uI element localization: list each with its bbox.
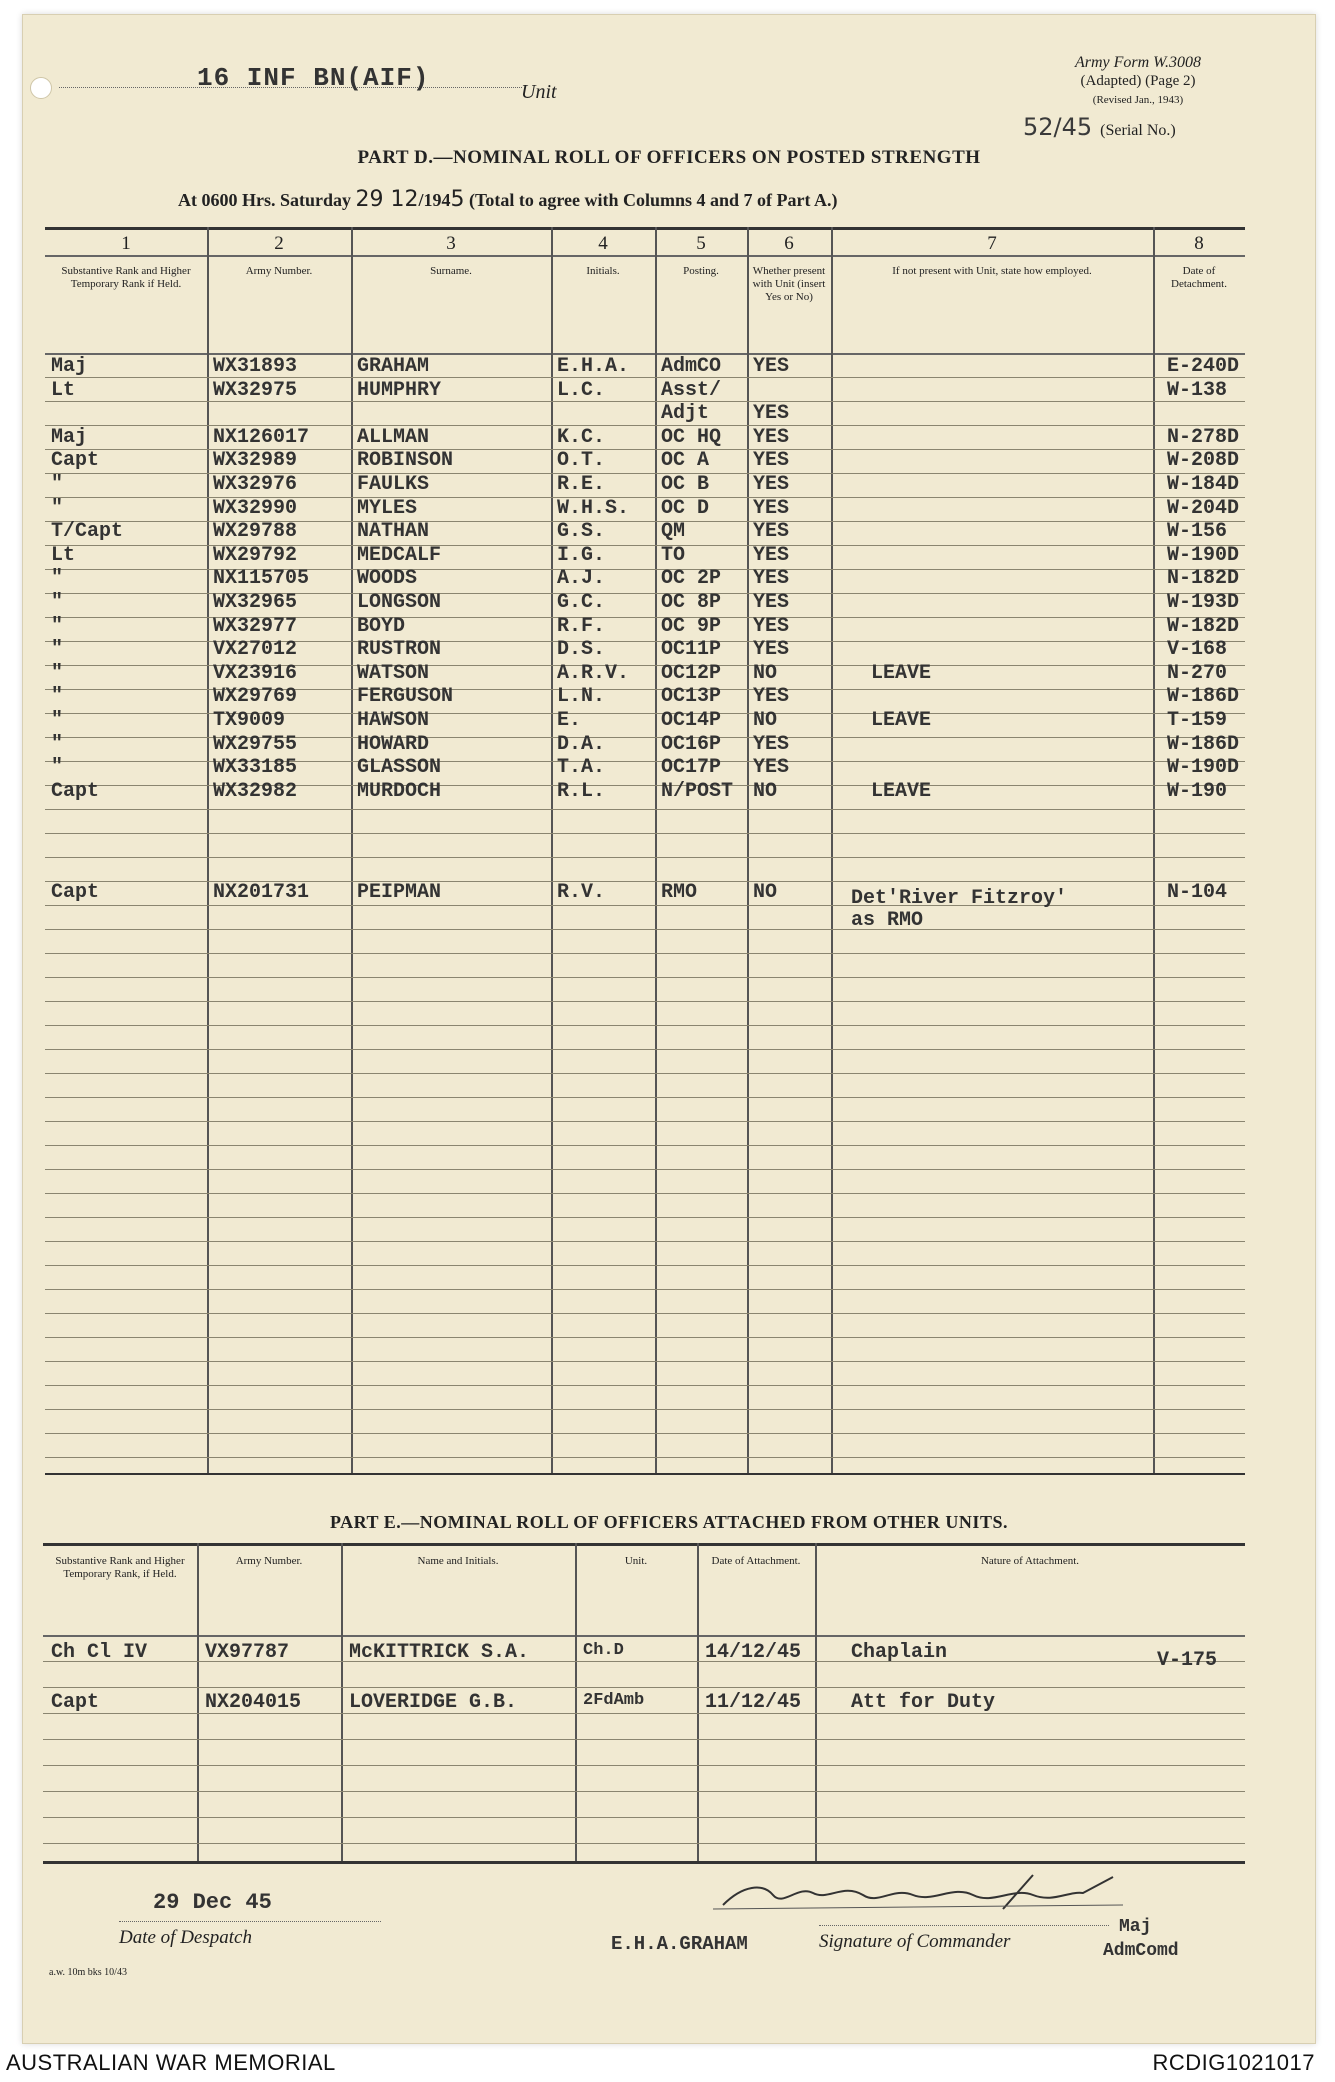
- table-cell-present: YES: [753, 732, 790, 756]
- table-cell-rank: Lt: [51, 543, 76, 567]
- table-cell-surname: RUSTRON: [357, 638, 442, 662]
- form-sheet: [22, 14, 1316, 2044]
- column-header: Whether present with Unit (insert Yes or No): [752, 265, 826, 303]
- column-number: 1: [121, 233, 131, 254]
- part-e-header-rule: [43, 1635, 1245, 1637]
- column-number: 8: [1194, 233, 1204, 254]
- table-row-rule: [45, 809, 1245, 810]
- table-cell-detach: E-240D: [1167, 355, 1240, 378]
- table-cell-present: YES: [753, 473, 790, 496]
- table-cell-present: YES: [753, 614, 790, 638]
- part-e-column-divider: [815, 1543, 817, 1861]
- commander-signature: [703, 1865, 1143, 1925]
- table-cell-posting: N/POST: [661, 779, 734, 803]
- table-cell-rank: ": [51, 661, 64, 685]
- table-cell-initials: G.S.: [557, 520, 606, 544]
- table-cell-initials: L.N.: [557, 685, 606, 709]
- table-cell-rank: ": [51, 567, 64, 591]
- serial-number: [1023, 113, 1176, 141]
- table-bottom-rule: [45, 1473, 1245, 1475]
- table-cell-initials: K.C.: [557, 425, 606, 449]
- column-divider: [551, 227, 553, 1473]
- table-cell-number: WX32976: [213, 473, 298, 496]
- table-cell-initials: G.C.: [557, 591, 606, 614]
- table-row-rule: [45, 857, 1245, 858]
- table-cell-initials: E.: [557, 709, 582, 732]
- table-cell-surname: FAULKS: [357, 473, 430, 496]
- column-header: Substantive Rank and Higher Temporary Rank if Held.: [61, 265, 191, 290]
- part-e-column-header: Name and Initials.: [417, 1555, 499, 1567]
- header-rule-1: [45, 255, 1245, 257]
- extra-row-surname: PEIPMAN: [357, 881, 442, 904]
- table-row-rule: [45, 1193, 1245, 1194]
- table-top-rule: [45, 227, 1245, 230]
- at-suffix: (Total to agree with Columns 4 and 7 of Part A.): [469, 190, 838, 210]
- table-cell-posting: AdmCO: [661, 355, 722, 378]
- table-cell-initials: R.F.: [557, 614, 606, 638]
- part-e-cell-rank: Capt: [51, 1691, 100, 1714]
- part-e-column-divider: [575, 1543, 577, 1861]
- table-cell-number: NX115705: [213, 567, 310, 591]
- part-e-row-rule: [43, 1739, 1245, 1740]
- table-cell-employed: LEAVE: [871, 779, 932, 803]
- column-number: 7: [987, 233, 997, 254]
- table-cell-present: NO: [753, 779, 778, 803]
- signature-line: [819, 1925, 1109, 1926]
- commander-rank: [1103, 1915, 1179, 1963]
- part-e-cell-name: McKITTRICK S.A.: [349, 1641, 530, 1664]
- table-row-rule: [45, 977, 1245, 978]
- column-number: 5: [696, 233, 706, 254]
- column-header: Initials.: [586, 265, 620, 277]
- table-cell-posting: OC 9P: [661, 614, 722, 638]
- table-cell-posting: OC11P: [661, 638, 722, 662]
- serial-label: (Serial No.): [1100, 122, 1176, 139]
- punch-hole: [30, 77, 52, 99]
- table-cell-detach: W-186D: [1167, 732, 1240, 756]
- part-e-bottom-rule: [43, 1861, 1245, 1864]
- table-cell-surname: MURDOCH: [357, 779, 442, 803]
- part-e-row-rule: [43, 1817, 1245, 1818]
- extra-row-employed-2: as RMO: [851, 909, 924, 932]
- column-number: 2: [274, 233, 284, 254]
- extra-row-number: NX201731: [213, 881, 310, 904]
- column-divider: [655, 227, 657, 1473]
- table-cell-surname: MEDCALF: [357, 543, 442, 567]
- table-row-rule: [45, 929, 1245, 930]
- table-cell-surname: BOYD: [357, 614, 406, 638]
- form-ref-line-2: (Adapted) (Page 2): [1080, 73, 1196, 89]
- extra-row-detach: N-104: [1167, 881, 1228, 904]
- archive-name: AUSTRALIAN WAR MEMORIAL: [6, 2050, 336, 2075]
- table-cell-number: WX32990: [213, 496, 298, 520]
- table-cell-posting: OC HQ: [661, 425, 722, 449]
- form-ref-line-3: (Revised Jan., 1943): [1092, 94, 1184, 106]
- table-cell-number: WX32982: [213, 779, 298, 803]
- table-row-rule: [45, 833, 1245, 834]
- part-e-column-header: Nature of Attachment.: [980, 1555, 1080, 1567]
- table-row-rule: [45, 1097, 1245, 1098]
- table-cell-posting: TO: [661, 543, 686, 567]
- table-row-rule: [45, 1337, 1245, 1338]
- part-e-column-header: Unit.: [624, 1555, 648, 1567]
- table-cell-number: NX126017: [213, 425, 310, 449]
- table-cell-posting: OC12P: [661, 661, 722, 685]
- table-cell-surname: GRAHAM: [357, 355, 430, 378]
- table-cell-surname: ROBINSON: [357, 449, 454, 473]
- table-cell-surname: GLASSON: [357, 756, 442, 780]
- table-cell-surname: LONGSON: [357, 591, 442, 614]
- catalogue-number: RCDIG1021017: [1152, 2050, 1315, 2075]
- table-cell-rank: Lt: [51, 378, 76, 402]
- table-cell-present: YES: [753, 591, 790, 614]
- table-cell-rank: ": [51, 591, 64, 614]
- year-digit: 5: [450, 187, 465, 212]
- table-cell-number: WX32975: [213, 378, 298, 402]
- print-code: a.w. 10m bks 10/43: [49, 1967, 127, 1978]
- table-row-rule: [45, 1025, 1245, 1026]
- table-cell-detach: W-190: [1167, 779, 1228, 803]
- table-cell-surname: FERGUSON: [357, 685, 454, 709]
- table-cell-detach: N-270: [1167, 661, 1228, 685]
- table-cell-posting: Adjt: [661, 402, 710, 426]
- part-e-cell-date: 11/12/45: [705, 1691, 802, 1714]
- table-cell-rank: ": [51, 638, 64, 662]
- table-cell-initials: D.A.: [557, 732, 606, 756]
- column-header: Surname.: [430, 265, 472, 277]
- table-cell-surname: WATSON: [357, 661, 430, 685]
- table-cell-present: YES: [753, 496, 790, 520]
- table-cell-posting: OC17P: [661, 756, 722, 780]
- part-e-row-rule: [43, 1791, 1245, 1792]
- table-cell-rank: T/Capt: [51, 520, 124, 544]
- table-cell-initials: A.R.V.: [557, 661, 630, 685]
- table-cell-detach: N-182D: [1167, 567, 1240, 591]
- unit-value: 16 INF BN(AIF): [197, 63, 430, 93]
- part-d-date-line: [178, 187, 838, 212]
- table-cell-number: WX29769: [213, 685, 298, 709]
- table-cell-initials: W.H.S.: [557, 496, 630, 520]
- table-cell-initials: A.J.: [557, 567, 606, 591]
- table-cell-rank: ": [51, 732, 64, 756]
- table-cell-initials: R.L.: [557, 779, 606, 803]
- at-prefix: At 0600 Hrs. Saturday: [178, 190, 352, 210]
- table-cell-surname: HAWSON: [357, 709, 430, 732]
- part-e-cell-rank: Ch Cl IV: [51, 1641, 148, 1664]
- table-cell-detach: W-182D: [1167, 614, 1240, 638]
- part-e-title: PART E.—NOMINAL ROLL OF OFFICERS ATTACHED FROM OTHER UNITS.: [330, 1512, 1008, 1532]
- part-e-top-rule: [43, 1543, 1245, 1546]
- table-cell-rank: ": [51, 614, 64, 638]
- part-e-row-rule: [43, 1765, 1245, 1766]
- part-e-cell-unit: Ch.D: [583, 1641, 624, 1660]
- table-cell-posting: QM: [661, 520, 686, 544]
- table-cell-surname: HOWARD: [357, 732, 430, 756]
- table-row-rule: [45, 1385, 1245, 1386]
- part-e-column-header: Substantive Rank and Higher Temporary Rank, if Held.: [55, 1555, 185, 1580]
- table-cell-detach: N-278D: [1167, 425, 1240, 449]
- table-cell-initials: L.C.: [557, 378, 606, 402]
- signature-label: Signature of Commander: [819, 1931, 1011, 1952]
- column-header: Date of Detachment.: [1171, 265, 1227, 290]
- table-cell-posting: OC 8P: [661, 591, 722, 614]
- part-e-cell-ref: V-175: [1157, 1649, 1218, 1672]
- table-cell-initials: R.E.: [557, 473, 606, 496]
- column-divider: [1153, 227, 1155, 1473]
- table-row-rule: [45, 1289, 1245, 1290]
- table-row-rule: [45, 1001, 1245, 1002]
- serial-value: 52/45: [1023, 113, 1093, 141]
- table-cell-detach: W-204D: [1167, 496, 1240, 520]
- table-cell-rank: Maj: [51, 355, 88, 378]
- table-cell-initials: E.H.A.: [557, 355, 630, 378]
- column-divider: [351, 227, 353, 1473]
- part-e-cell-nature: Att for Duty: [851, 1691, 996, 1714]
- table-cell-number: WX29792: [213, 543, 298, 567]
- table-cell-surname: WOODS: [357, 567, 418, 591]
- table-cell-number: WX29788: [213, 520, 298, 544]
- table-cell-rank: Capt: [51, 779, 100, 803]
- part-e-column-divider: [197, 1543, 199, 1861]
- column-divider: [831, 227, 833, 1473]
- extra-row-present: NO: [753, 881, 778, 904]
- column-header: Army Number.: [245, 265, 313, 277]
- table-cell-rank: ": [51, 496, 64, 520]
- part-d-title: PART D.—NOMINAL ROLL OF OFFICERS ON POSTED STRENGTH: [357, 147, 981, 168]
- despatch-label: Date of Despatch: [119, 1927, 252, 1948]
- table-row-rule: [45, 1361, 1245, 1362]
- table-cell-initials: T.A.: [557, 756, 606, 780]
- column-header: If not present with Unit, state how employed.: [892, 265, 1092, 277]
- table-cell-posting: OC 2P: [661, 567, 722, 591]
- table-cell-rank: ": [51, 709, 64, 732]
- table-cell-present: YES: [753, 449, 790, 473]
- table-cell-present: YES: [753, 543, 790, 567]
- despatch-date: 29 Dec 45: [153, 1890, 272, 1915]
- table-cell-detach: W-156: [1167, 520, 1228, 544]
- table-row-rule: [45, 1409, 1245, 1410]
- table-cell-detach: W-190D: [1167, 756, 1240, 780]
- part-e-cell-number: VX97787: [205, 1641, 290, 1664]
- column-number: 6: [784, 233, 794, 254]
- table-cell-employed: LEAVE: [871, 709, 932, 732]
- table-row-rule: [45, 1265, 1245, 1266]
- table-cell-rank: Maj: [51, 425, 88, 449]
- table-cell-present: YES: [753, 402, 790, 426]
- table-cell-number: WX31893: [213, 355, 298, 378]
- date-value: 29 12: [355, 187, 419, 212]
- form-ref-line-1: Army Form W.3008: [1074, 54, 1202, 71]
- column-number: 4: [598, 233, 608, 254]
- extra-row-initials: R.V.: [557, 881, 606, 904]
- commander-rank-line-1: Maj: [1119, 1917, 1152, 1937]
- table-cell-surname: HUMPHRY: [357, 378, 442, 402]
- part-e-row-rule: [43, 1843, 1245, 1844]
- extra-row-employed-1: Det'River Fitzroy': [851, 887, 1068, 910]
- table-cell-present: YES: [753, 685, 790, 709]
- form-reference: [1018, 53, 1258, 110]
- table-cell-number: VX23916: [213, 661, 298, 685]
- table-cell-posting: Asst/: [661, 378, 722, 402]
- table-cell-present: NO: [753, 709, 778, 732]
- table-cell-present: YES: [753, 756, 790, 780]
- despatch-line: [119, 1921, 381, 1922]
- table-row-rule: [45, 1145, 1245, 1146]
- table-cell-posting: OC13P: [661, 685, 722, 709]
- column-header: Posting.: [683, 265, 719, 277]
- table-cell-posting: OC16P: [661, 732, 722, 756]
- table-cell-rank: ": [51, 756, 64, 780]
- table-cell-surname: ALLMAN: [357, 425, 430, 449]
- table-cell-rank: Capt: [51, 449, 100, 473]
- table-cell-detach: V-168: [1167, 638, 1228, 662]
- extra-row-posting: RMO: [661, 881, 698, 904]
- table-cell-present: NO: [753, 661, 778, 685]
- part-e-cell-name: LOVERIDGE G.B.: [349, 1691, 518, 1714]
- table-cell-number: TX9009: [213, 709, 286, 732]
- table-cell-detach: W-193D: [1167, 591, 1240, 614]
- table-cell-employed: LEAVE: [871, 661, 932, 685]
- table-row-rule: [45, 953, 1245, 954]
- table-cell-initials: D.S.: [557, 638, 606, 662]
- table-row-rule: [45, 1313, 1245, 1314]
- table-cell-detach: W-208D: [1167, 449, 1240, 473]
- table-cell-detach: W-186D: [1167, 685, 1240, 709]
- unit-label: Unit: [521, 81, 557, 103]
- table-cell-posting: OC B: [661, 473, 710, 496]
- table-cell-posting: OC A: [661, 449, 710, 473]
- table-cell-present: YES: [753, 567, 790, 591]
- table-cell-number: WX32989: [213, 449, 298, 473]
- column-number: 3: [446, 233, 456, 254]
- table-cell-surname: MYLES: [357, 496, 418, 520]
- table-row-rule: [45, 1217, 1245, 1218]
- part-e-column-header: Army Number.: [235, 1555, 303, 1567]
- part-e-cell-nature: Chaplain: [851, 1641, 948, 1664]
- table-cell-detach: T-159: [1167, 709, 1228, 732]
- table-row-rule: [45, 1073, 1245, 1074]
- part-e-column-divider: [697, 1543, 699, 1861]
- table-cell-present: YES: [753, 520, 790, 544]
- table-cell-detach: W-138: [1167, 378, 1228, 402]
- table-row-rule: [45, 1433, 1245, 1434]
- table-cell-number: WX29755: [213, 732, 298, 756]
- table-cell-detach: W-190D: [1167, 543, 1240, 567]
- table-row-rule: [45, 1121, 1245, 1122]
- table-row-rule: [45, 1457, 1245, 1458]
- part-e-cell-unit: 2FdAmb: [583, 1691, 645, 1710]
- commander-rank-line-2: AdmComd: [1103, 1941, 1179, 1961]
- table-cell-present: YES: [753, 425, 790, 449]
- table-row-rule: [45, 1049, 1245, 1050]
- part-e-row-rule: [43, 1687, 1245, 1688]
- table-cell-number: WX32977: [213, 614, 298, 638]
- table-cell-number: VX27012: [213, 638, 298, 662]
- part-e-cell-date: 14/12/45: [705, 1641, 802, 1664]
- table-cell-initials: O.T.: [557, 449, 606, 473]
- table-cell-number: WX32965: [213, 591, 298, 614]
- part-e-cell-number: NX204015: [205, 1691, 302, 1714]
- table-cell-rank: ": [51, 685, 64, 709]
- table-cell-posting: OC14P: [661, 709, 722, 732]
- table-cell-posting: OC D: [661, 496, 710, 520]
- part-e-column-header: Date of Attachment.: [711, 1555, 801, 1567]
- commander-name: E.H.A.GRAHAM: [611, 1933, 748, 1955]
- table-cell-surname: NATHAN: [357, 520, 430, 544]
- year-prefix: /194: [418, 190, 451, 210]
- part-e-column-divider: [341, 1543, 343, 1861]
- table-cell-present: YES: [753, 355, 790, 378]
- column-divider: [207, 227, 209, 1473]
- table-cell-initials: I.G.: [557, 543, 606, 567]
- table-cell-number: WX33185: [213, 756, 298, 780]
- table-row-rule: [45, 1169, 1245, 1170]
- table-cell-detach: W-184D: [1167, 473, 1240, 496]
- extra-row-rank: Capt: [51, 881, 100, 904]
- column-divider: [747, 227, 749, 1473]
- table-row-rule: [45, 1241, 1245, 1242]
- table-cell-present: YES: [753, 638, 790, 662]
- table-cell-rank: ": [51, 473, 64, 496]
